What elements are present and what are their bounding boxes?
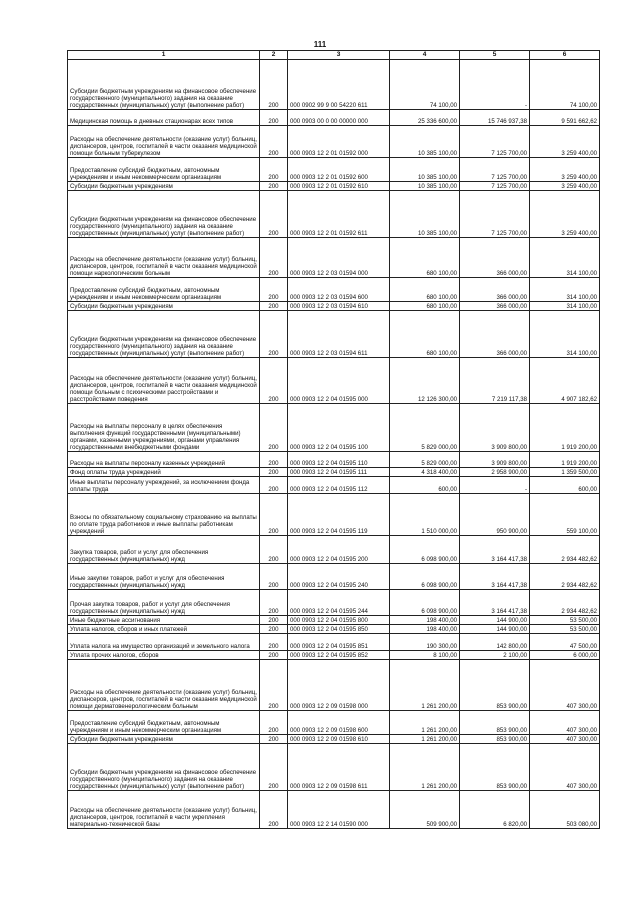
row-remainder: 3 259 400,00: [530, 158, 600, 182]
row-remainder: 3 259 400,00: [530, 182, 600, 191]
row-executed: 3 164 417,38: [460, 590, 530, 616]
row-remainder: 600,00: [530, 477, 600, 494]
row-name: Субсидии бюджетным учреждениям на финансовое обеспечение государственного (муниципального) задания на оказание государственных (муниципальных) услуг (выполнение работ): [68, 191, 260, 238]
row-remainder: 47 500,00: [530, 634, 600, 651]
row-code: 200: [260, 404, 288, 452]
row-executed: 7 125 700,00: [460, 182, 530, 191]
row-executed: 366 000,00: [460, 311, 530, 358]
row-remainder: 53 500,00: [530, 616, 600, 625]
row-kbk: 000 0903 12 2 03 01594 610: [288, 302, 390, 311]
row-remainder: 314 100,00: [530, 278, 600, 302]
row-remainder: 2 934 482,62: [530, 590, 600, 616]
table-row: [68, 60, 600, 110]
row-code: 200: [260, 634, 288, 651]
row-code: 200: [260, 477, 288, 494]
row-remainder: 314 100,00: [530, 302, 600, 311]
row-approved: 25 336 600,00: [390, 110, 460, 126]
row-remainder: 4 907 182,62: [530, 358, 600, 404]
row-name: Расходы на обеспечение деятельности (оказание услуг) больниц, диспансеров, центров, госпиталей в части укрепления материально-технической базы: [68, 791, 260, 829]
row-remainder: 2 934 482,62: [530, 564, 600, 590]
row-kbk: 000 0903 12 2 01 01592 600: [288, 158, 390, 182]
row-approved: 4 318 400,00: [390, 468, 460, 477]
table-row: [68, 302, 600, 311]
row-code: 200: [260, 158, 288, 182]
column-header: 5: [460, 51, 530, 60]
row-name: Иные выплаты персоналу учреждений, за исключением фонда оплаты труда: [68, 477, 260, 494]
row-approved: 12 126 300,00: [390, 358, 460, 404]
row-kbk: 000 0903 12 2 04 01595 119: [288, 494, 390, 536]
row-code: 200: [260, 126, 288, 158]
row-executed: 7 125 700,00: [460, 126, 530, 158]
row-approved: 6 098 900,00: [390, 590, 460, 616]
row-code: 200: [260, 536, 288, 564]
row-approved: 6 098 900,00: [390, 564, 460, 590]
row-kbk: 000 0903 12 2 04 01595 110: [288, 452, 390, 468]
row-code: 200: [260, 791, 288, 829]
row-code: 200: [260, 110, 288, 126]
budget-table: [67, 50, 600, 829]
row-remainder: 74 100,00: [530, 60, 600, 110]
table-row: [68, 616, 600, 625]
table-row: [68, 278, 600, 302]
row-name: Субсидии бюджетным учреждениям на финансовое обеспечение государственного (муниципального) задания на оказание государственных (муниципальных) услуг (выполнение работ): [68, 744, 260, 791]
row-approved: 680 100,00: [390, 278, 460, 302]
table-row: [68, 358, 600, 404]
row-kbk: 000 0903 00 0 00 00000 000: [288, 110, 390, 126]
row-approved: 5 829 000,00: [390, 404, 460, 452]
row-kbk: 000 0903 12 2 04 01595 851: [288, 634, 390, 651]
row-name: Расходы на обеспечение деятельности (оказание услуг) больниц, диспансеров, центров, госпиталей в части оказания медицинской помощи наркологическим больным: [68, 238, 260, 278]
table-row: [68, 744, 600, 791]
row-kbk: 000 0903 12 2 04 01595 244: [288, 590, 390, 616]
row-kbk: 000 0903 12 2 01 01592 000: [288, 126, 390, 158]
row-remainder: 314 100,00: [530, 311, 600, 358]
column-header: 1: [68, 51, 260, 60]
row-executed: 853 900,00: [460, 744, 530, 791]
table-row: [68, 660, 600, 711]
row-name: Предоставление субсидий бюджетным, автономным учреждениям и иным некоммерческим организациям: [68, 158, 260, 182]
row-executed: 853 900,00: [460, 711, 530, 735]
row-approved: 10 385 100,00: [390, 126, 460, 158]
row-name: Предоставление субсидий бюджетным, автономным учреждениям и иным некоммерческим организациям: [68, 711, 260, 735]
row-approved: 600,00: [390, 477, 460, 494]
row-executed: 3 164 417,38: [460, 564, 530, 590]
table-row: [68, 191, 600, 238]
table-row: [68, 564, 600, 590]
row-kbk: 000 0903 12 2 04 01595 112: [288, 477, 390, 494]
row-kbk: 000 0903 12 2 03 01594 600: [288, 278, 390, 302]
row-kbk: 000 0903 12 2 03 01594 611: [288, 311, 390, 358]
row-executed: 366 000,00: [460, 238, 530, 278]
row-name: Расходы на выплаты персоналу в целях обеспечения выполнения функций государственными (муниципальными) органами, казенными учреждениями, органами управления государственными внебюджетными фондами: [68, 404, 260, 452]
table-row: [68, 735, 600, 744]
row-executed: 3 164 417,38: [460, 536, 530, 564]
row-approved: 680 100,00: [390, 238, 460, 278]
row-kbk: 000 0903 12 2 04 01595 111: [288, 468, 390, 477]
table-row: [68, 126, 600, 158]
row-code: 200: [260, 302, 288, 311]
row-approved: 10 385 100,00: [390, 191, 460, 238]
row-code: 200: [260, 744, 288, 791]
table-row: [68, 238, 600, 278]
row-kbk: 000 0903 12 2 04 01595 800: [288, 616, 390, 625]
row-approved: 198 400,00: [390, 625, 460, 634]
row-kbk: 000 0903 12 2 04 01595 852: [288, 651, 390, 660]
column-header: 3: [288, 51, 390, 60]
table-header-row: [68, 51, 600, 60]
table-row: [68, 634, 600, 651]
row-remainder: 407 300,00: [530, 711, 600, 735]
row-name: Закупка товаров, работ и услуг для обеспечения государственных (муниципальных) нужд: [68, 536, 260, 564]
row-name: Субсидии бюджетным учреждениям на финансовое обеспечение государственного (муниципального) задания на оказание государственных (муниципальных) услуг (выполнение работ): [68, 311, 260, 358]
row-kbk: 000 0903 12 2 04 01595 850: [288, 625, 390, 634]
row-approved: 74 100,00: [390, 60, 460, 110]
table-row: [68, 468, 600, 477]
row-code: 200: [260, 468, 288, 477]
row-remainder: 3 259 400,00: [530, 126, 600, 158]
row-name: Иные закупки товаров, работ и услуг для обеспечения государственных (муниципальных) нужд: [68, 564, 260, 590]
row-remainder: 559 100,00: [530, 494, 600, 536]
table-row: [68, 711, 600, 735]
row-approved: 1 510 000,00: [390, 494, 460, 536]
table-row: [68, 452, 600, 468]
row-approved: 198 400,00: [390, 616, 460, 625]
row-code: 200: [260, 452, 288, 468]
row-remainder: 2 934 482,62: [530, 536, 600, 564]
table-row: [68, 404, 600, 452]
row-code: 200: [260, 278, 288, 302]
row-name: Расходы на выплаты персоналу казенных учреждений: [68, 452, 260, 468]
row-approved: 5 829 000,00: [390, 452, 460, 468]
row-kbk: 000 0903 12 2 01 01592 610: [288, 182, 390, 191]
row-executed: -: [460, 60, 530, 110]
row-approved: 680 100,00: [390, 302, 460, 311]
row-code: 200: [260, 358, 288, 404]
row-name: Фонд оплаты труда учреждений: [68, 468, 260, 477]
row-executed: 6 820,00: [460, 791, 530, 829]
row-name: Иные бюджетные ассигнования: [68, 616, 260, 625]
row-kbk: 000 0903 12 2 01 01592 611: [288, 191, 390, 238]
table-row: [68, 625, 600, 634]
row-code: 200: [260, 238, 288, 278]
column-header: 2: [260, 51, 288, 60]
row-remainder: 3 259 400,00: [530, 191, 600, 238]
row-remainder: 407 300,00: [530, 660, 600, 711]
row-kbk: 000 0902 99 9 00 54220 611: [288, 60, 390, 110]
row-name: Расходы на обеспечение деятельности (оказание услуг) больниц, диспансеров, центров, госпиталей в части оказания медицинской помощи больным туберкулезом: [68, 126, 260, 158]
row-name: Уплата налогов, сборов и иных платежей: [68, 625, 260, 634]
row-executed: 142 800,00: [460, 634, 530, 651]
row-code: 200: [260, 651, 288, 660]
row-executed: 15 746 937,38: [460, 110, 530, 126]
row-code: 200: [260, 311, 288, 358]
row-executed: 2 100,00: [460, 651, 530, 660]
row-approved: 680 100,00: [390, 311, 460, 358]
row-executed: 7 125 700,00: [460, 191, 530, 238]
row-approved: 1 261 200,00: [390, 735, 460, 744]
row-executed: -: [460, 477, 530, 494]
row-name: Субсидии бюджетным учреждениям на финансовое обеспечение государственного (муниципального) задания на оказание государственных (муниципальных) услуг (выполнение работ): [68, 60, 260, 110]
row-name: Расходы на обеспечение деятельности (оказание услуг) больниц, диспансеров, центров, госпиталей в части оказания медицинской помощи дерматовенерологическим больным: [68, 660, 260, 711]
row-name: Субсидии бюджетным учреждениям: [68, 302, 260, 311]
row-kbk: 000 0903 12 2 03 01594 000: [288, 238, 390, 278]
column-header: 4: [390, 51, 460, 60]
row-name: Уплата прочих налогов, сборов: [68, 651, 260, 660]
table-row: [68, 651, 600, 660]
row-kbk: 000 0903 12 2 04 01595 240: [288, 564, 390, 590]
row-kbk: 000 0903 12 2 14 01590 000: [288, 791, 390, 829]
row-code: 200: [260, 625, 288, 634]
row-name: Субсидии бюджетным учреждениям: [68, 735, 260, 744]
row-remainder: 6 000,00: [530, 651, 600, 660]
table-row: [68, 536, 600, 564]
row-executed: 3 909 800,00: [460, 404, 530, 452]
row-remainder: 1 919 200,00: [530, 404, 600, 452]
row-approved: 1 261 200,00: [390, 711, 460, 735]
row-code: 200: [260, 494, 288, 536]
row-kbk: 000 0903 12 2 09 01598 000: [288, 660, 390, 711]
row-executed: 3 909 800,00: [460, 452, 530, 468]
row-executed: 950 900,00: [460, 494, 530, 536]
row-kbk: 000 0903 12 2 04 01595 100: [288, 404, 390, 452]
table-body: [68, 60, 600, 829]
row-remainder: 407 300,00: [530, 735, 600, 744]
row-approved: 190 300,00: [390, 634, 460, 651]
row-remainder: 503 080,00: [530, 791, 600, 829]
row-code: 200: [260, 660, 288, 711]
row-name: Медицинская помощь в дневных стационарах всех типов: [68, 110, 260, 126]
row-remainder: 1 359 500,00: [530, 468, 600, 477]
row-approved: 8 100,00: [390, 651, 460, 660]
row-kbk: 000 0903 12 2 04 01595 000: [288, 358, 390, 404]
row-remainder: 9 591 662,62: [530, 110, 600, 126]
row-executed: 7 125 700,00: [460, 158, 530, 182]
table-row: [68, 158, 600, 182]
table-row: [68, 494, 600, 536]
row-executed: 144 900,00: [460, 625, 530, 634]
page-number: 111: [313, 40, 327, 49]
row-name: Взносы по обязательному социальному страхованию на выплаты по оплате труда работников и иные выплаты работникам учреждений: [68, 494, 260, 536]
row-name: Расходы на обеспечение деятельности (оказание услуг) больниц, диспансеров, центров, госпиталей в части оказания медицинской помощи больным с психическими расстройствами и расстройствами поведения: [68, 358, 260, 404]
table-row: [68, 590, 600, 616]
table-row: [68, 110, 600, 126]
row-name: Предоставление субсидий бюджетным, автономным учреждениям и иным некоммерческим организациям: [68, 278, 260, 302]
table-row: [68, 311, 600, 358]
row-executed: 7 219 117,38: [460, 358, 530, 404]
row-name: Субсидии бюджетным учреждениям: [68, 182, 260, 191]
row-code: 200: [260, 735, 288, 744]
row-approved: 10 385 100,00: [390, 182, 460, 191]
row-kbk: 000 0903 12 2 09 01598 611: [288, 744, 390, 791]
row-executed: 366 000,00: [460, 278, 530, 302]
row-executed: 366 000,00: [460, 302, 530, 311]
row-name: Прочая закупка товаров, работ и услуг для обеспечения государственных (муниципальных) нужд: [68, 590, 260, 616]
row-approved: 509 900,00: [390, 791, 460, 829]
row-remainder: 1 919 200,00: [530, 452, 600, 468]
row-approved: 6 098 900,00: [390, 536, 460, 564]
table-row: [68, 791, 600, 829]
row-remainder: 53 500,00: [530, 625, 600, 634]
row-approved: 10 385 100,00: [390, 158, 460, 182]
row-remainder: 407 300,00: [530, 744, 600, 791]
row-kbk: 000 0903 12 2 04 01595 200: [288, 536, 390, 564]
row-executed: 2 958 900,00: [460, 468, 530, 477]
row-approved: 1 261 200,00: [390, 744, 460, 791]
row-executed: 853 900,00: [460, 735, 530, 744]
row-code: 200: [260, 711, 288, 735]
row-remainder: 314 100,00: [530, 238, 600, 278]
row-code: 200: [260, 182, 288, 191]
table-row: [68, 477, 600, 494]
row-code: 200: [260, 616, 288, 625]
row-executed: 853 900,00: [460, 660, 530, 711]
row-kbk: 000 0903 12 2 09 01598 600: [288, 711, 390, 735]
row-kbk: 000 0903 12 2 09 01598 610: [288, 735, 390, 744]
row-code: 200: [260, 590, 288, 616]
column-header: 6: [530, 51, 600, 60]
row-code: 200: [260, 60, 288, 110]
row-executed: 144 900,00: [460, 616, 530, 625]
row-approved: 1 261 200,00: [390, 660, 460, 711]
row-name: Уплата налога на имущество организаций и земельного налога: [68, 634, 260, 651]
row-code: 200: [260, 191, 288, 238]
row-code: 200: [260, 564, 288, 590]
table-row: [68, 182, 600, 191]
